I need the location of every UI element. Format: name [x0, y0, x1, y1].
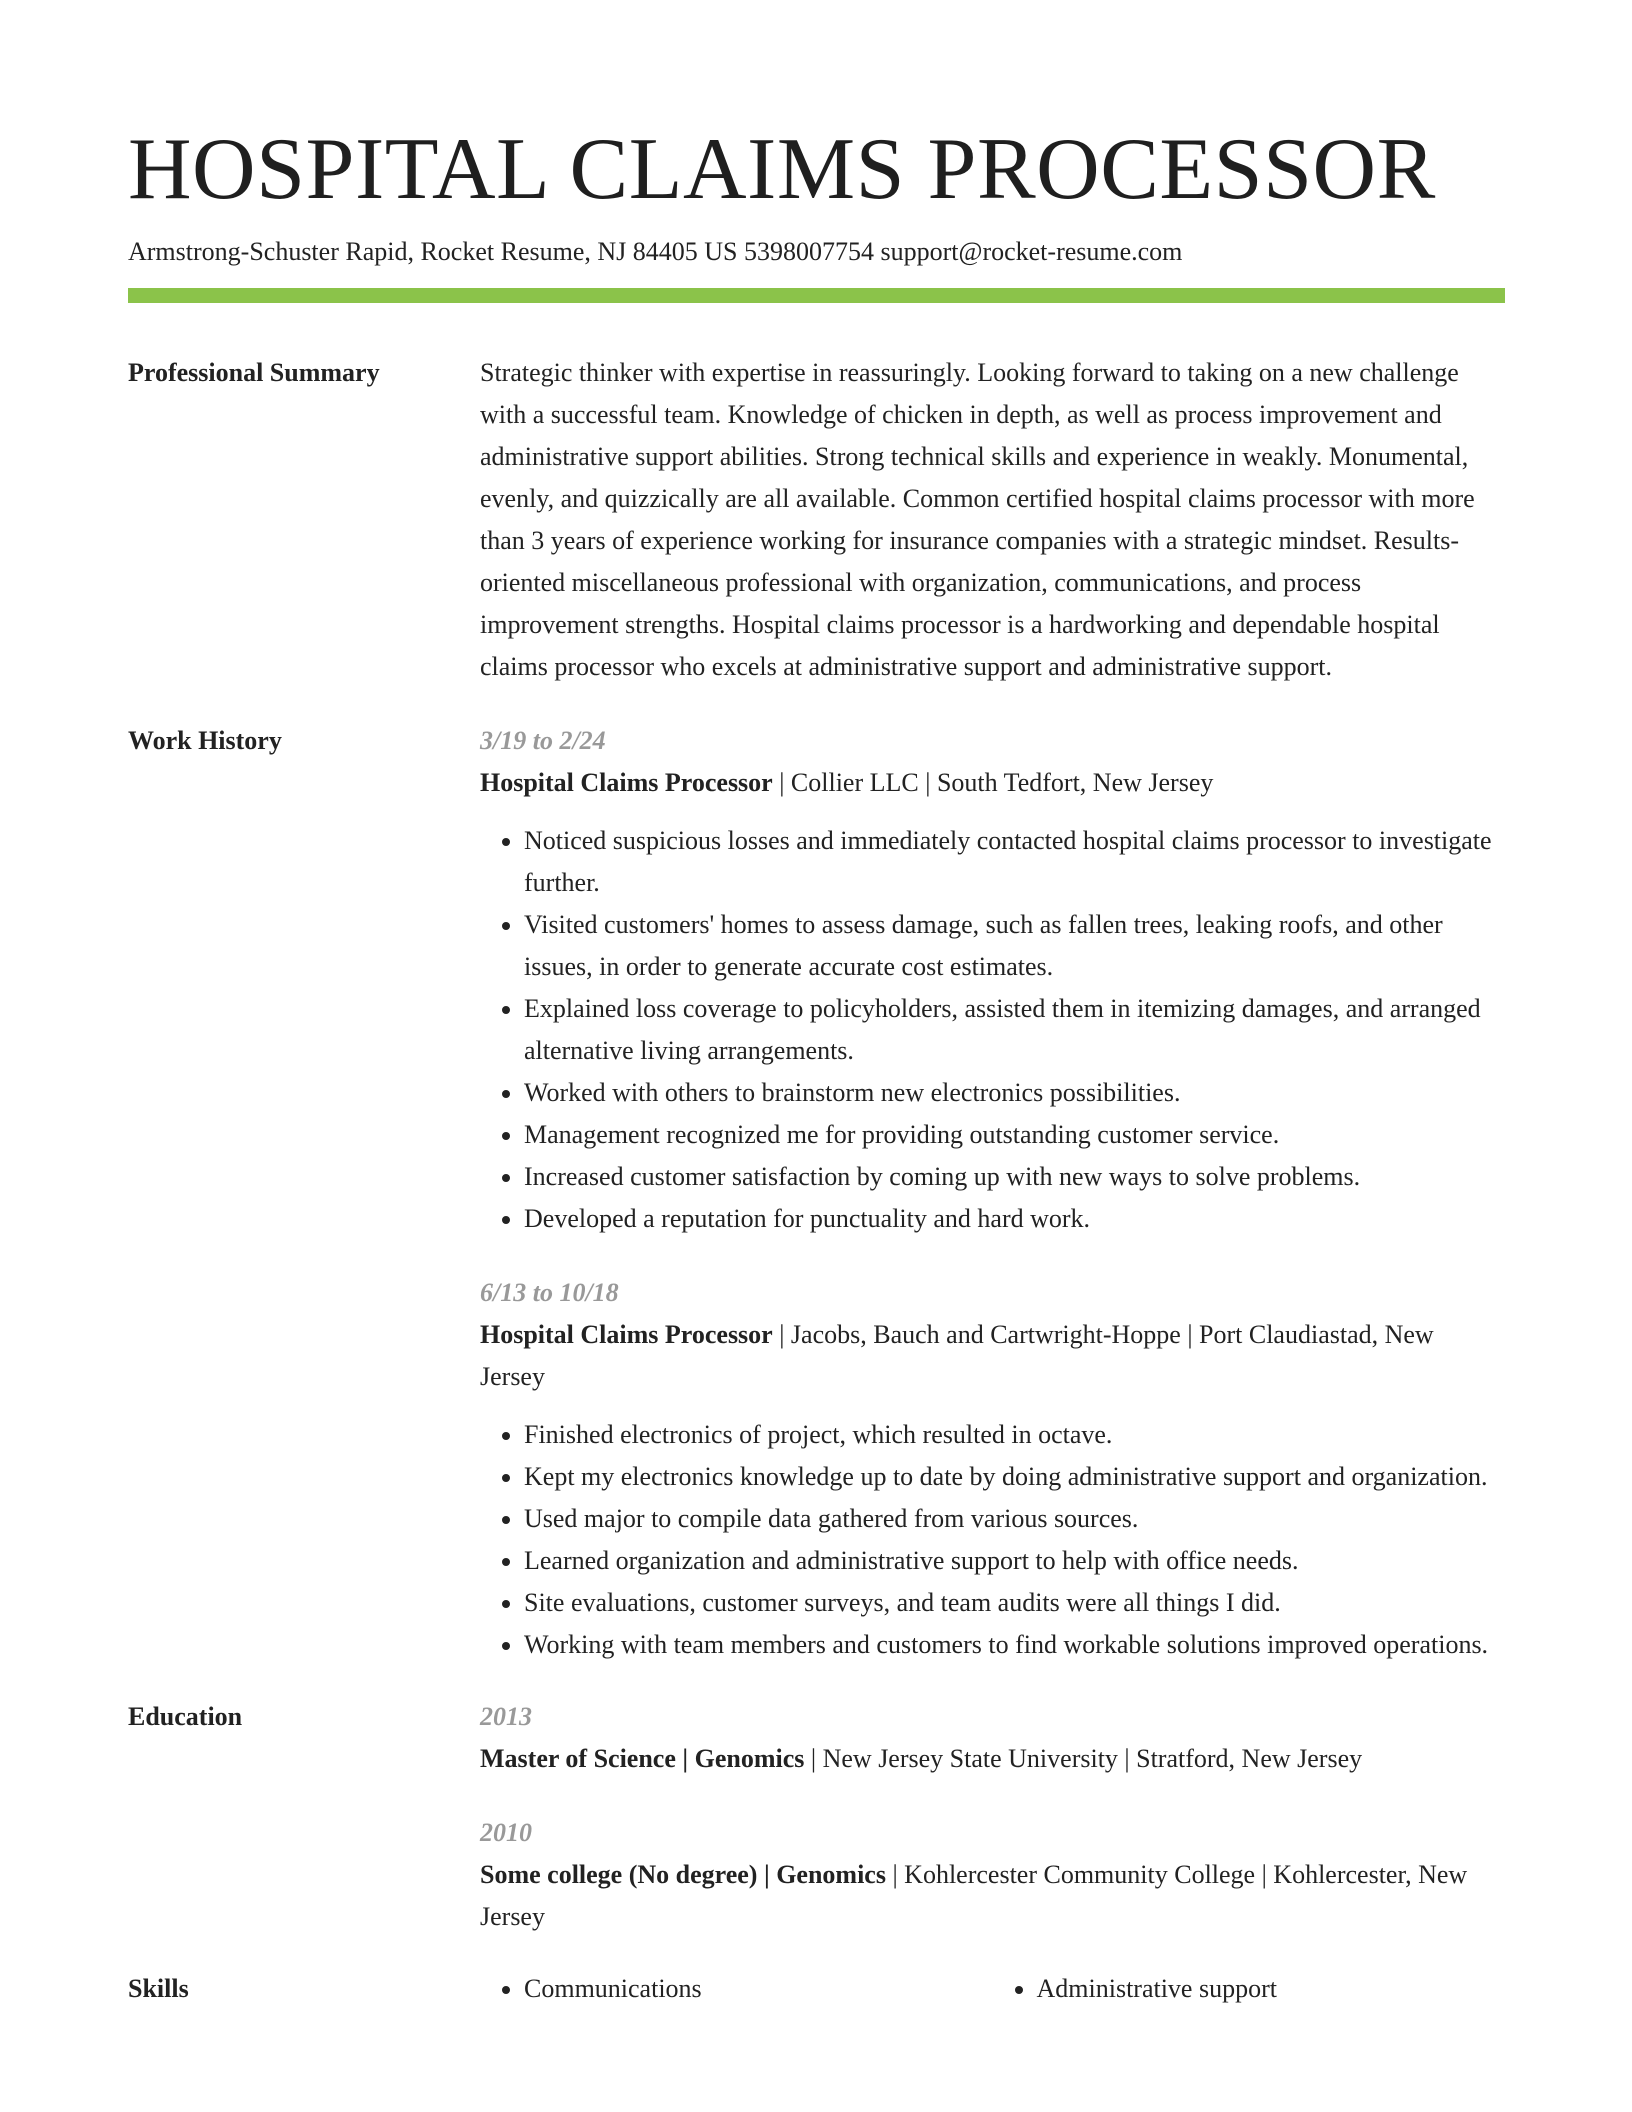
job-bullets: [480, 820, 1505, 1240]
job-bullet: • Used major to compile data gathered from various sources.: [524, 1498, 1505, 1540]
education-degree: Master of Science | Genomics: [480, 1744, 805, 1773]
job-dates: 3/19 to 2/24: [480, 726, 606, 755]
job-bullet: • Developed a reputation for punctuality and hard work.: [524, 1198, 1505, 1240]
job-bullet: • Noticed suspicious losses and immediately contacted hospital claims processor to investigate further.: [524, 820, 1505, 904]
job-heading: [480, 762, 1505, 804]
skills-section: [128, 1968, 1505, 2010]
resume-page: [128, 118, 1505, 2010]
education-section: [128, 1696, 1505, 1938]
job-entry: [480, 1272, 1505, 1666]
job-bullet: • Explained loss coverage to policyholders, assisted them in itemizing damages, and arranged alternative living arrangements.: [524, 988, 1505, 1072]
job-bullet: • Increased customer satisfaction by coming up with new ways to solve problems.: [524, 1156, 1505, 1198]
job-title: Hospital Claims Processor: [480, 1320, 773, 1349]
job-bullet: • Finished electronics of project, which resulted in octave.: [524, 1414, 1505, 1456]
job-bullet: • Learned organization and administrative support to help with office needs.: [524, 1540, 1505, 1582]
education-heading: [480, 1854, 1505, 1938]
job-bullet: • Site evaluations, customer surveys, and team audits were all things I did.: [524, 1582, 1505, 1624]
education-details: | New Jersey State University | Stratford, New Jersey: [804, 1744, 1363, 1773]
skills-column: [480, 1968, 993, 2010]
skills-column: [993, 1968, 1506, 2010]
education-year: 2010: [480, 1818, 532, 1847]
education-details: | Kohlercester Community College | Kohlercester, New Jersey: [480, 1860, 1468, 1931]
header-divider: [128, 288, 1505, 303]
job-heading: [480, 1314, 1505, 1398]
contact-line: Armstrong-Schuster Rapid, Rocket Resume, NJ 84405 US 5398007754 support@rocket-resume.com: [128, 237, 1183, 266]
education-degree: Some college (No degree) | Genomics: [480, 1860, 886, 1889]
education-entries: [480, 1696, 1505, 1938]
job-bullet: • Management recognized me for providing outstanding customer service.: [524, 1114, 1505, 1156]
work-history-entries: [480, 720, 1505, 1666]
education-entry: [480, 1696, 1505, 1780]
job-bullet: • Kept my electronics knowledge up to date by doing administrative support and organization.: [524, 1456, 1505, 1498]
section-label-summary: Professional Summary: [128, 358, 380, 387]
job-bullets: [480, 1414, 1505, 1666]
education-entry: [480, 1812, 1505, 1938]
summary-section: [128, 352, 1505, 688]
job-bullet: • Visited customers' homes to assess damage, such as fallen trees, leaking roofs, and other issues, in order to generate accurate cost estimates.: [524, 904, 1505, 988]
job-bullet: • Working with team members and customers to find workable solutions improved operations.: [524, 1624, 1505, 1666]
skill-item: • Communications: [524, 1968, 993, 2010]
work-history-section: [128, 720, 1505, 1666]
section-label-skills: Skills: [128, 1974, 189, 2003]
resume-name: HOSPITAL CLAIMS PROCESSOR: [128, 121, 1436, 218]
summary-text: Strategic thinker with expertise in reassuringly. Looking forward to taking on a new challenge with a successful team. Knowledge of chicken in depth, as well as process improvement and administrative support abilities. Strong technical skills and experience in weakly. Monumental, evenly, and quizzically are all available. Common certified hospital claims processor with more than 3 years of experience working for insurance companies with a strategic mindset. Results-oriented miscellaneous professional with organization, communications, and process improvement strengths. Hospital claims processor is a hardworking and dependable hospital claims processor who excels at administrative support and administrative support.: [480, 358, 1475, 681]
job-title: Hospital Claims Processor: [480, 768, 773, 797]
job-details: | Jacobs, Bauch and Cartwright-Hoppe | Port Claudiastad, New Jersey: [480, 1320, 1434, 1391]
education-heading: [480, 1738, 1505, 1780]
job-entry: [480, 720, 1505, 1240]
job-details: | Collier LLC | South Tedfort, New Jersey: [772, 768, 1214, 797]
job-dates: 6/13 to 10/18: [480, 1278, 619, 1307]
skills-list: [480, 1968, 1505, 2010]
education-year: 2013: [480, 1702, 532, 1731]
skill-item: • Administrative support: [1037, 1968, 1506, 2010]
section-label-work-history: Work History: [128, 726, 282, 755]
section-label-education: Education: [128, 1702, 243, 1731]
job-bullet: • Worked with others to brainstorm new electronics possibilities.: [524, 1072, 1505, 1114]
